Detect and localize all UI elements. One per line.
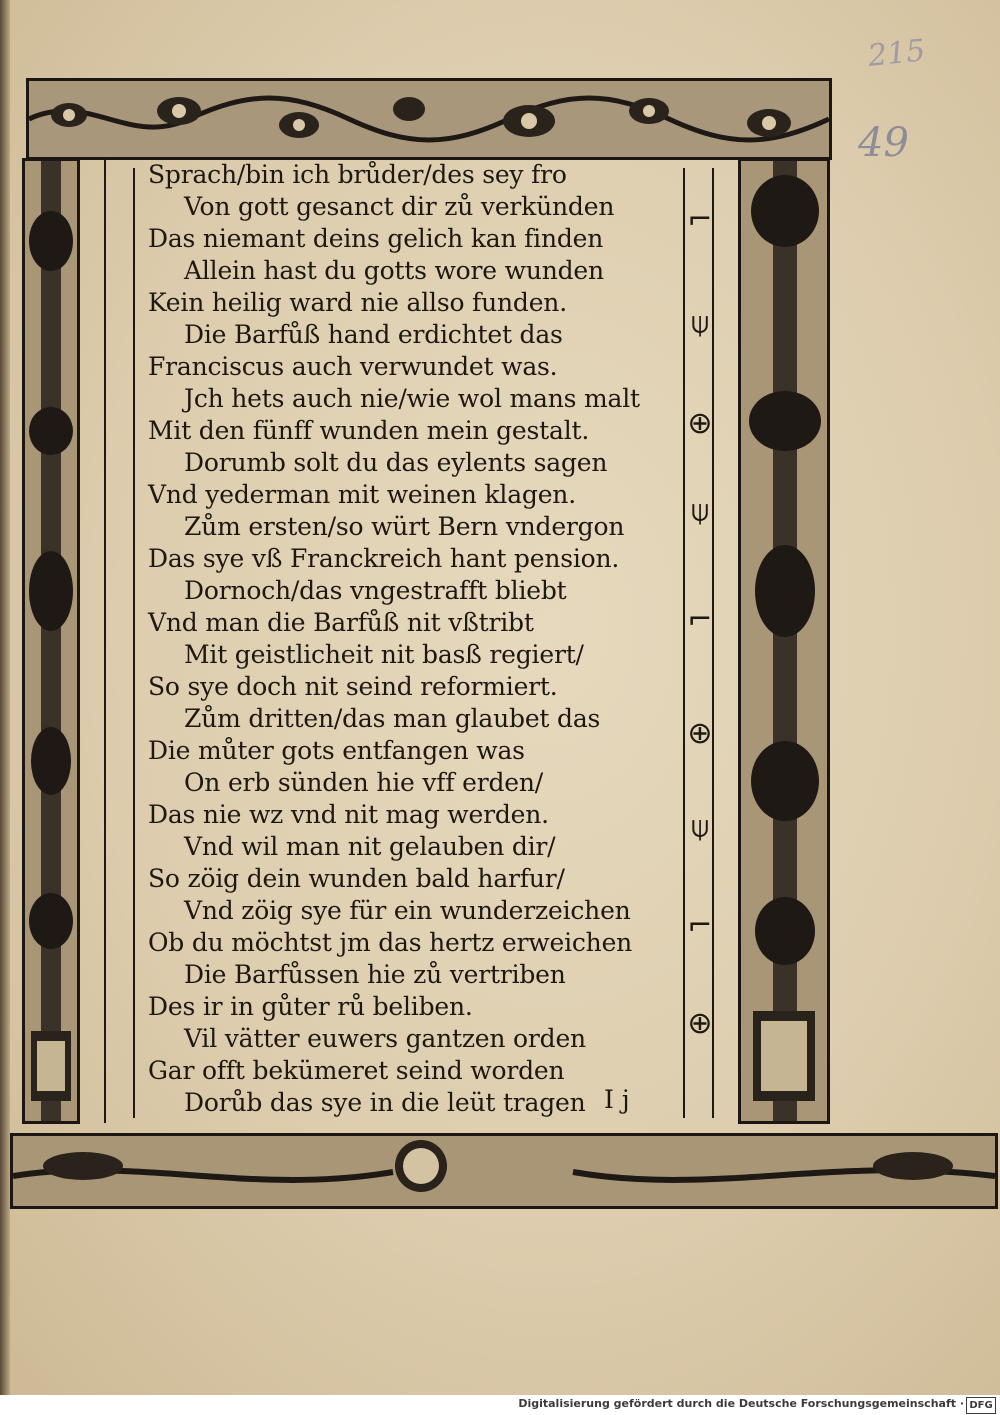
verse-line: Zům dritten/das man glaubet das (184, 704, 601, 733)
page-gutter (0, 0, 10, 1395)
crossed-circle-icon: ⊕ (687, 406, 713, 441)
folio-number-top: 215 (866, 33, 927, 74)
woodcut-border-bottom (10, 1133, 998, 1209)
verse-line: Allein hast du gotts wore wunden (184, 256, 604, 285)
verse-line: Sprach/bin ich brůder/des sey fro (148, 160, 567, 189)
signature-mark: I j (604, 1085, 630, 1114)
verse-line: So sye doch nit seind reformiert. (148, 672, 558, 701)
verse-line: Die Barfůssen hie zů vertriben (184, 960, 566, 989)
boot-icon: ⌐ (687, 602, 713, 637)
verse-line: Die Barfůß hand erdichtet das (184, 320, 563, 349)
verse-line: So zöig dein wunden bald harfur/ (148, 864, 565, 893)
verse-line: Mit geistlicheit nit basß regiert/ (184, 640, 584, 669)
verse-line: Kein heilig ward nie allso funden. (148, 288, 567, 317)
woodcut-border-left (22, 158, 80, 1124)
dfg-logo: DFG (966, 1397, 996, 1414)
verse-line: Dorumb solt du das eylents sagen (184, 448, 608, 477)
boot-icon: ⌐ (687, 908, 713, 943)
verse-line: Vnd man die Barfůß nit vßtribt (148, 608, 534, 637)
verse-line: On erb sünden hie vff erden/ (184, 768, 543, 797)
mitre-icon: ⍦ (691, 810, 709, 845)
verse-line: Ob du möchtst jm das hertz erweichen (148, 928, 633, 957)
verse-line: Von gott gesanct dir zů verkünden (184, 192, 615, 221)
verse-line: Die můter gots entfangen was (148, 736, 525, 765)
verse-line: Vnd yederman mit weinen klagen. (148, 480, 576, 509)
verse-line: Das nie wz vnd nit mag werden. (148, 800, 549, 829)
verse-line: Gar offt bekümeret seind worden (148, 1056, 565, 1085)
verse-line: Vil vätter euwers gantzen orden (184, 1024, 586, 1053)
frame-rule-left-inner (133, 168, 135, 1118)
verse-line: Vnd zöig sye für ein wunderzeichen (184, 896, 631, 925)
verse-line: Des ir in gůter rů beliben. (148, 992, 473, 1021)
verse-line: Franciscus auch verwundet was. (148, 352, 558, 381)
verse-line: Zům ersten/so würt Bern vndergon (184, 512, 625, 541)
verse-line: Vnd wil man nit gelauben dir/ (184, 832, 556, 861)
woodcut-border-top (26, 78, 832, 160)
verse-line: Mit den fünff wunden mein gestalt. (148, 416, 590, 445)
verse-line: Jch hets auch nie/wie wol mans malt (184, 384, 640, 413)
crossed-circle-icon: ⊕ (687, 716, 713, 751)
woodcut-border-right (738, 158, 830, 1124)
verse-line: Das sye vß Franckreich hant pension. (148, 544, 620, 573)
frame-rule-left-outer (104, 158, 106, 1123)
folio-number-right: 49 (858, 120, 909, 166)
verse-line: Das niemant deins gelich kan finden (148, 224, 604, 253)
boot-icon: ⌐ (687, 202, 713, 237)
verse-line: Dorůb das sye in die leüt tragen (184, 1088, 586, 1117)
mitre-icon: ⍦ (691, 306, 709, 341)
footer-bar (0, 1395, 1000, 1415)
crossed-circle-icon: ⊕ (687, 1006, 713, 1041)
mitre-icon: ⍦ (691, 494, 709, 529)
funding-credit: Digitalisierung gefördert durch die Deutsche Forschungsgemeinschaft · (518, 1397, 964, 1410)
verse-line: Dornoch/das vngestrafft bliebt (184, 576, 567, 605)
